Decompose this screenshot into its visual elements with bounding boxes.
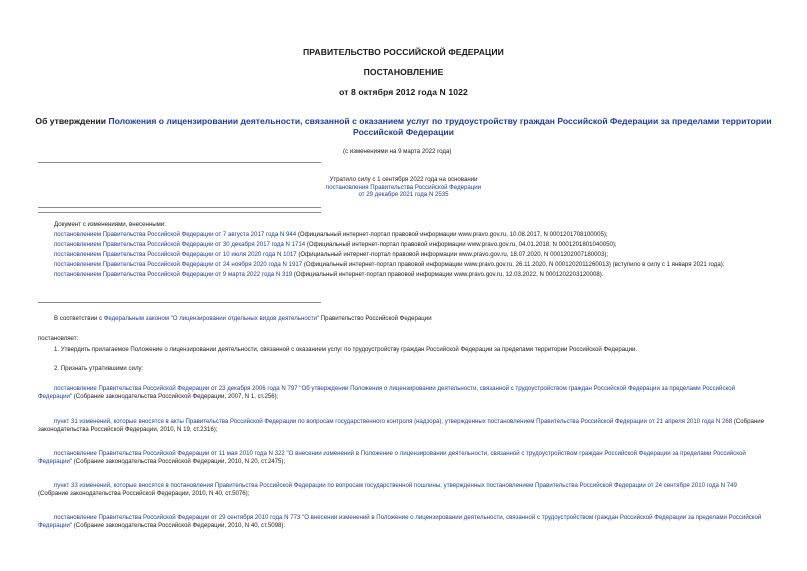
repealed-item: постановление Правительства Российской Федерации от 11 мая 2010 года N 322 "О внесении изменений в Положение о лицензировании деятельности, связанной с трудоустройством граждан Российской Федерации за пределами Российской Федерации" (Собрание законодательства Российской Федерации, 2010, N 20, ст.2475); [38, 450, 746, 465]
document-title [30, 116, 777, 137]
repealed-item: пункт 31 изменений, которые вносятся в акты Правительства Российской Федерации по вопросам государственного контроля (надзора), утвержденных постановлением Правительства Российской Федерации от 21 апреля 2010 года N 268 (Собрание законодательства Российской Федерации, 2010, N 19, ст.2316); [38, 418, 765, 433]
repealed-item: постановление Правительства Российской Федерации от 23 декабря 2006 года N 797 "Об утверждении Положения о лицензировании деятельности, связанной с трудоустройством граждан Российской Федерации за пределами Российской Федерации" (Собрание законодательства Российской Федерации, 2007, N 1, ст.256); [38, 385, 736, 400]
paragraph-1: 1. Утвердить прилагаемое Положение о лицензировании деятельности, связанной с оказанием услуг по трудоустройству граждан Российской Федерации за пределами территории Российской Федерации. [54, 346, 638, 353]
expiry-text: Утратило силу с 1 сентября 2022 года на основании [329, 176, 478, 183]
separator-line [38, 302, 321, 303]
expiry-notice [230, 176, 577, 199]
paragraph-2: 2. Признать утратившими силу: [54, 365, 144, 372]
repealed-link[interactable]: постановление Правительства Российской Федерации от 11 мая 2010 года N 322 "О внесении изменений в Положение о лицензировании деятельности, связанной с трудоустройством граждан Российской Федерации за пределами Российской Федерации" [38, 450, 746, 465]
separator-line [38, 212, 321, 213]
change-link[interactable]: постановлением Правительства Российской Федерации от 24 ноября 2020 года N 1917 [54, 260, 303, 268]
change-link[interactable]: постановлением Правительства Российской Федерации от 7 августа 2017 года N 944 [54, 230, 297, 238]
repealed-item: постановление Правительства Российской Федерации от 29 сентября 2010 года N 773 "О внесении изменений в Положение о лицензировании деятельности, связанной с трудоустройством граждан Российской Федерации за пределами Российской Федерации" (Собрание законодательства Российской Федерации, 2010, N 40, ст.5098). [38, 514, 762, 529]
change-link[interactable]: постановлением Правительства Российской Федерации от 9 марта 2022 года N 319 [54, 270, 293, 278]
change-link[interactable]: постановлением Правительства Российской Федерации от 10 июля 2020 года N 1017 [54, 250, 297, 258]
repealed-link[interactable]: пункт 31 изменений, которые вносятся в акты Правительства Российской Федерации по вопросам государственного контроля (надзора), утвержденных постановлением Правительства Российской Федерации от 21 апреля 2010 года N 268 [54, 418, 733, 425]
change-item: постановлением Правительства Российской Федерации от 24 ноября 2020 года N 1917 (Официальный интернет-портал правовой информации www.pravo.gov.ru, 26.11.2020, N 0001202011260013) (вступило в силу с 1 января 2021 года); [54, 260, 725, 268]
change-item: постановлением Правительства Российской Федерации от 10 июля 2020 года N 1017 (Официальный интернет-портал правовой информации www.pravo.gov.ru, 18.07.2020, N 0001202007180003); [54, 250, 609, 258]
repealed-link[interactable]: постановление Правительства Российской Федерации от 23 декабря 2006 года N 797 "Об утверждении Положения о лицензировании деятельности, связанной с трудоустройством граждан Российской Федерации за пределами Российской Федерации" [38, 385, 736, 400]
title-prefix: Об утверждении [35, 116, 109, 126]
document-type: ПОСТАНОВЛЕНИЕ [363, 67, 444, 77]
change-item: постановлением Правительства Российской Федерации от 7 августа 2017 года N 944 (Официальный интернет-портал правовой информации www.pravo.gov.ru, 10.08.2017, N 0001201708100005); [54, 230, 608, 238]
preamble: В соответствии с Федеральным законом "О лицензировании отдельных видов деятельности" Правительство Российской Федерации [54, 315, 432, 322]
title-link[interactable]: Положения о лицензировании деятельности, связанной с оказанием услуг по трудоустройству граждан Российской Федерации за пределами территории Российской Федерации [108, 116, 772, 137]
change-link[interactable]: постановлением Правительства Российской Федерации от 30 декабря 2017 года N 1714 [54, 240, 306, 248]
separator-line [38, 207, 321, 208]
repealed-link[interactable]: постановление Правительства Российской Федерации от 29 сентября 2010 года N 773 "О внесении изменений в Положение о лицензировании деятельности, связанной с трудоустройством граждан Российской Федерации за пределами Российской Федерации" [38, 514, 762, 529]
separator-line [38, 162, 321, 163]
expiry-link-date[interactable]: от 29 декабря 2021 года N 2535 [358, 191, 449, 199]
expiry-link-decree[interactable]: постановления Правительства Российской Федерации [325, 183, 482, 191]
document-date: от 8 октября 2012 года N 1022 [339, 87, 468, 97]
repealed-item: пункт 33 изменений, которые вносятся в постановления Правительства Российской Федерации по вопросам государственной пошлины, утвержденных постановлением Правительства Российской Федерации от 24 сентября 2010 года N 749 (Собрание законодательства Российской Федерации, 2010, N 40, ст.5076); [38, 482, 737, 497]
changes-heading: Документ с изменениями, внесенными: [54, 221, 166, 228]
decree-word: постановляет: [38, 335, 79, 342]
federal-law-link[interactable]: Федеральным законом "О лицензировании отдельных видов деятельности" [103, 315, 320, 322]
government-heading: ПРАВИТЕЛЬСТВО РОССИЙСКОЙ ФЕДЕРАЦИИ [303, 47, 504, 57]
change-item: постановлением Правительства Российской Федерации от 30 декабря 2017 года N 1714 (Официальный интернет-портал правовой информации www.pravo.gov.ru, 04.01.2018, N 0001201801040050); [54, 240, 617, 248]
changes-block [38, 221, 768, 279]
repealed-link[interactable]: пункт 33 изменений, которые вносятся в постановления Правительства Российской Федерации по вопросам государственной пошлины, утвержденных постановлением Правительства Российской Федерации от 24 сентября 2010 года N 749 [54, 482, 737, 489]
amendment-note: (с изменениями на 9 марта 2022 года) [343, 148, 452, 155]
change-item: постановлением Правительства Российской Федерации от 9 марта 2022 года N 319 (Официальный интернет-портал правовой информации www.pravo.gov.ru, 12.03.2022, N 0001202203120008). [54, 270, 604, 278]
